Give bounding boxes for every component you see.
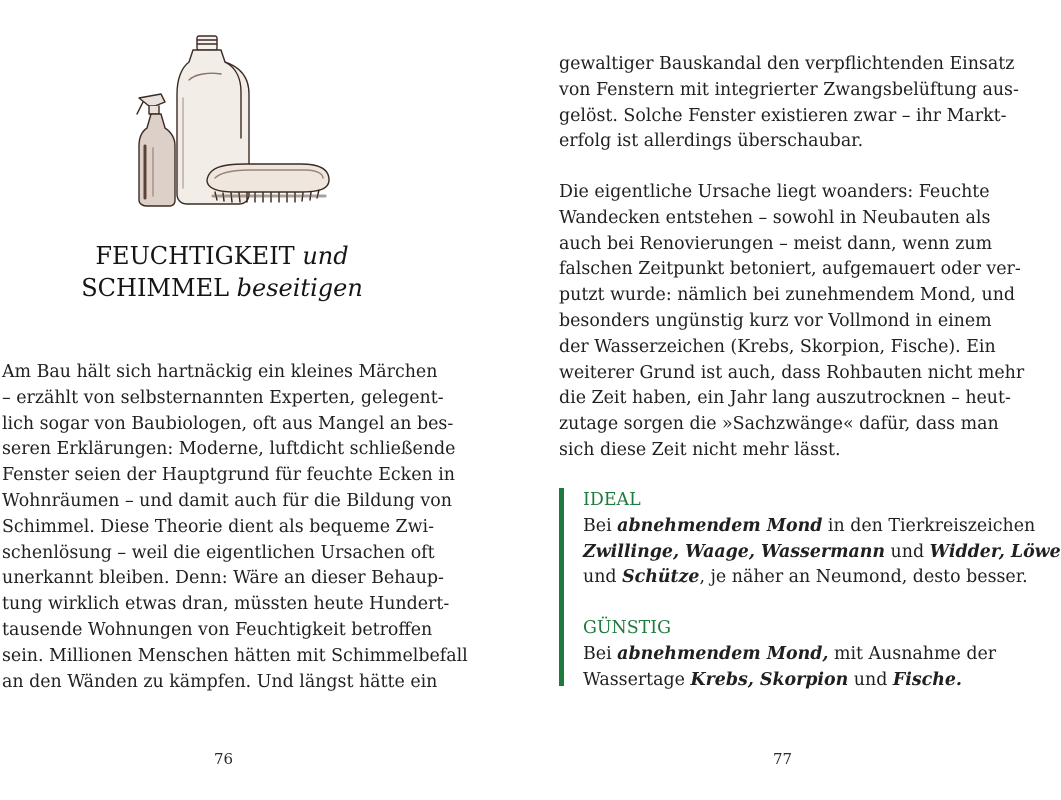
- text-line: tausende Wohnungen von Feuchtigkeit betroffen: [2, 619, 433, 640]
- text-line: putzt wurde: nämlich bei zunehmendem Mond, und: [559, 285, 1016, 306]
- text-run: , je näher an Neumond, desto besser.: [699, 567, 1028, 588]
- text-run: Wassertage: [583, 669, 691, 690]
- cleaning-supplies-icon: [125, 28, 335, 218]
- title-italic-1: und: [302, 242, 349, 270]
- text-run-emphasis: Widder: [929, 541, 999, 562]
- text-run-emphasis: Zwillinge: [583, 541, 673, 562]
- text-line: Die eigentliche Ursache liegt woanders: Feuchte: [559, 182, 990, 202]
- text-line: erfolg ist allerdings überschaubar.: [559, 131, 864, 152]
- callout-heading-ideal: IDEAL: [583, 490, 641, 510]
- chapter-title-line-1: [0, 240, 444, 272]
- page-number-left: 76: [214, 750, 234, 768]
- text-run-emphasis: Wassermann: [760, 541, 886, 562]
- left-page: [0, 0, 470, 800]
- text-run-emphasis: abnehmendem Mond,: [617, 643, 829, 664]
- body-paragraph-left: [2, 360, 468, 695]
- callout-guenstig: [583, 616, 999, 693]
- page-number-right: 77: [773, 750, 793, 768]
- text-line: gewaltiger Bauskandal den verpflichtenden Einsatz: [559, 54, 1015, 74]
- text-line: die Zeit haben, ein Jahr lang auszutrocknen – heut-: [559, 388, 1011, 409]
- text-line: der Wasserzeichen (Krebs, Skorpion, Fische). Ein: [559, 336, 996, 357]
- text-run-emphasis: Fische.: [892, 669, 962, 690]
- callout-ideal: [583, 488, 1061, 591]
- text-run: und: [848, 669, 893, 690]
- text-line: Wohnräumen – und damit auch für die Bildung von: [2, 490, 452, 511]
- text-line: weiterer Grund ist auch, dass Rohbauten nicht mehr: [559, 362, 1025, 383]
- text-run: in den Tierkreiszeichen: [822, 515, 1036, 536]
- text-line: lich sogar von Baubiologen, oft aus Mangel an bes-: [2, 413, 454, 434]
- text-line: Fenster seien der Hauptgrund für feuchte Ecken in: [2, 465, 455, 486]
- text-line: falschen Zeitpunkt betoniert, aufgemauert oder ver-: [559, 259, 1021, 280]
- callout-heading-guenstig: GÜNSTIG: [583, 618, 672, 639]
- text-line: gelöst. Solche Fenster existieren zwar – ihr Markt-: [559, 105, 1007, 126]
- title-italic-2: beseitigen: [236, 274, 363, 302]
- right-page: [535, 0, 1061, 800]
- text-line: besonders ungünstig kurz vor Vollmond in einem: [559, 310, 992, 331]
- text-run-emphasis: Schütze: [622, 567, 700, 588]
- text-line: sich diese Zeit nicht mehr lässt.: [559, 439, 841, 460]
- body-paragraph-right-2: [559, 180, 1024, 464]
- callout-line: [583, 642, 999, 668]
- text-run: Bei: [583, 643, 618, 664]
- title-caps-1: FEUCHTIGKEIT: [95, 242, 295, 270]
- text-run: Bei: [583, 515, 618, 536]
- title-caps-2: SCHIMMEL: [81, 274, 230, 302]
- callout-line: [583, 668, 999, 694]
- text-line: Wandecken entstehen – sowohl in Neubauten als: [559, 207, 991, 228]
- moon-timing-callout: [559, 488, 1061, 690]
- text-run-emphasis: ,: [998, 541, 1011, 562]
- text-line: sein. Millionen Menschen hätten mit Schimmelbefall: [2, 645, 468, 666]
- text-run-emphasis: abnehmendem Mond: [617, 515, 823, 536]
- text-run: mit Ausnahme der: [828, 643, 997, 664]
- text-line: Schimmel. Diese Theorie dient als bequeme Zwi-: [2, 516, 434, 537]
- text-run-emphasis: ,: [748, 541, 761, 562]
- text-run: und: [583, 567, 623, 588]
- text-line: seren Erklärungen: Moderne, luftdicht schließende: [2, 439, 456, 460]
- text-line: schenlösung – weil die eigentlichen Ursachen oft: [2, 542, 435, 563]
- text-line: unerkannt bleiben. Denn: Wäre an dieser Behaup-: [2, 568, 444, 589]
- text-run-emphasis: Waage: [685, 541, 749, 562]
- text-line: zutage sorgen die »Sachzwänge« dafür, dass man: [559, 414, 999, 435]
- text-line: an den Wänden zu kämpfen. Und längst hätte ein: [2, 671, 438, 692]
- text-line: Am Bau hält sich hartnäckig ein kleines Märchen: [2, 362, 438, 382]
- callout-line: [583, 565, 1028, 591]
- chapter-title: [0, 240, 444, 304]
- text-line: auch bei Renovierungen – meist dann, wenn zum: [559, 233, 993, 254]
- callout-line: [583, 514, 1036, 540]
- text-run-emphasis: ,: [672, 541, 686, 562]
- text-line: tung wirklich etwas dran, müssten heute Hundert-: [2, 594, 450, 615]
- text-run-emphasis: Krebs, Skorpion: [690, 669, 849, 690]
- body-paragraph-right-1: [559, 52, 1019, 155]
- callout-line: [583, 540, 1061, 566]
- text-line: – erzählt von selbsternannten Experten, gelegent-: [2, 387, 444, 408]
- text-run: und: [885, 541, 930, 562]
- text-run-emphasis: Löwe: [1010, 541, 1061, 562]
- text-line: von Fenstern mit integrierter Zwangsbelüftung aus-: [559, 79, 1019, 100]
- chapter-title-line-2: [0, 272, 444, 304]
